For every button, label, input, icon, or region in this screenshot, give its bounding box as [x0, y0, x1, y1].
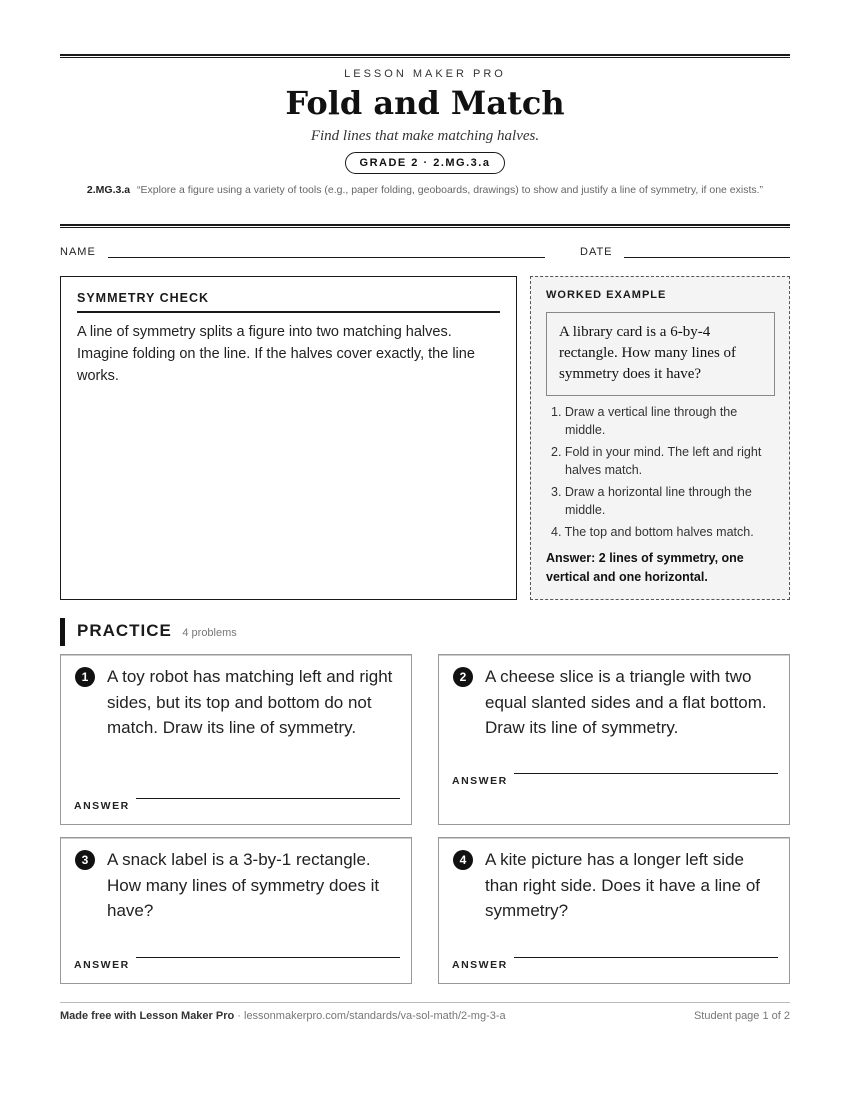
worked-example-step: 1. Draw a vertical line through the middle.	[551, 405, 738, 437]
symmetry-check-heading: SYMMETRY CHECK	[77, 291, 500, 313]
answer-label: ANSWER	[74, 800, 130, 812]
footer-rule	[60, 1002, 790, 1003]
problem-card-4	[438, 837, 790, 984]
worksheet-page	[60, 0, 790, 1100]
name-label: NAME	[60, 246, 96, 258]
problem-text: A toy robot has matching left and right sides, but its top and bottom do not match. Draw its line of symmetry.	[107, 667, 393, 737]
brand-name: LESSON MAKER PRO	[344, 68, 506, 80]
badge-container	[60, 152, 790, 174]
problem-card-3	[60, 837, 412, 984]
answer-field-4[interactable]	[514, 957, 778, 958]
answer-label: ANSWER	[74, 959, 130, 971]
worked-example-heading: WORKED EXAMPLE	[546, 289, 667, 301]
answer-field-1[interactable]	[136, 798, 400, 799]
footer-url[interactable]: · lessonmakerpro.com/standards/va-sol-math/2-mg-3-a	[234, 1010, 506, 1022]
worked-example-step: 3. Draw a horizontal line through the middle.	[551, 485, 752, 517]
grade-standard-badge: GRADE 2 · 2.MG.3.a	[345, 152, 506, 174]
problem-number-badge: 4	[453, 850, 473, 870]
answer-label: ANSWER	[452, 775, 508, 787]
problem-number-badge: 2	[453, 667, 473, 687]
worked-example-answer: Answer: 2 lines of symmetry, one vertical and one horizontal.	[546, 551, 744, 584]
header-bottom-rule	[60, 224, 790, 228]
answer-field-2[interactable]	[514, 773, 778, 774]
practice-header	[60, 618, 237, 646]
practice-title: PRACTICE	[77, 621, 172, 640]
symmetry-check-panel	[60, 276, 517, 600]
problem-card-1	[60, 654, 412, 825]
symmetry-check-text: A line of symmetry splits a figure into two matching halves. Imagine folding on the line. If the halves cover exactly, the line works.	[77, 324, 475, 384]
standard-description	[60, 182, 790, 198]
name-field[interactable]	[108, 257, 545, 258]
page-title: Fold and Match	[285, 84, 565, 122]
practice-count: 4 problems	[182, 627, 237, 639]
page-subtitle: Find lines that make matching halves.	[310, 128, 540, 144]
standard-code: 2.MG.3.a	[86, 184, 131, 196]
footer-credit	[60, 1010, 506, 1022]
footer-page-number: Student page 1 of 2	[693, 1010, 790, 1022]
problem-number-badge: 1	[75, 667, 95, 687]
footer-made-with: Made free with Lesson Maker Pro	[60, 1010, 235, 1022]
problem-text: A kite picture has a longer left side than right side. Does it have a line of symmetry?	[485, 850, 760, 920]
worked-example-problem: A library card is a 6-by-4 rectangle. How many lines of symmetry does it have?	[546, 312, 775, 396]
date-field[interactable]	[624, 257, 790, 258]
worked-example-step: 4. The top and bottom halves match.	[551, 525, 754, 539]
worked-example-step: 2. Fold in your mind. The left and right halves match.	[551, 445, 762, 477]
answer-field-3[interactable]	[136, 957, 400, 958]
problem-card-2	[438, 654, 790, 825]
problem-text: A snack label is a 3-by-1 rectangle. How many lines of symmetry does it have?	[107, 850, 380, 920]
date-label: DATE	[580, 246, 613, 258]
name-date-row	[60, 246, 790, 260]
standard-text: “Explore a figure using a variety of tools (e.g., paper folding, geoboards, drawings) to show and justify a line of symmetry, if one exists.”	[137, 184, 764, 196]
problem-text: A cheese slice is a triangle with two equal slanted sides and a flat bottom. Draw its line of symmetry.	[485, 667, 767, 737]
problem-number-badge: 3	[75, 850, 95, 870]
worked-example-panel	[530, 276, 790, 600]
answer-label: ANSWER	[452, 959, 508, 971]
header-top-rule	[60, 54, 790, 58]
worked-example-steps	[551, 403, 777, 545]
